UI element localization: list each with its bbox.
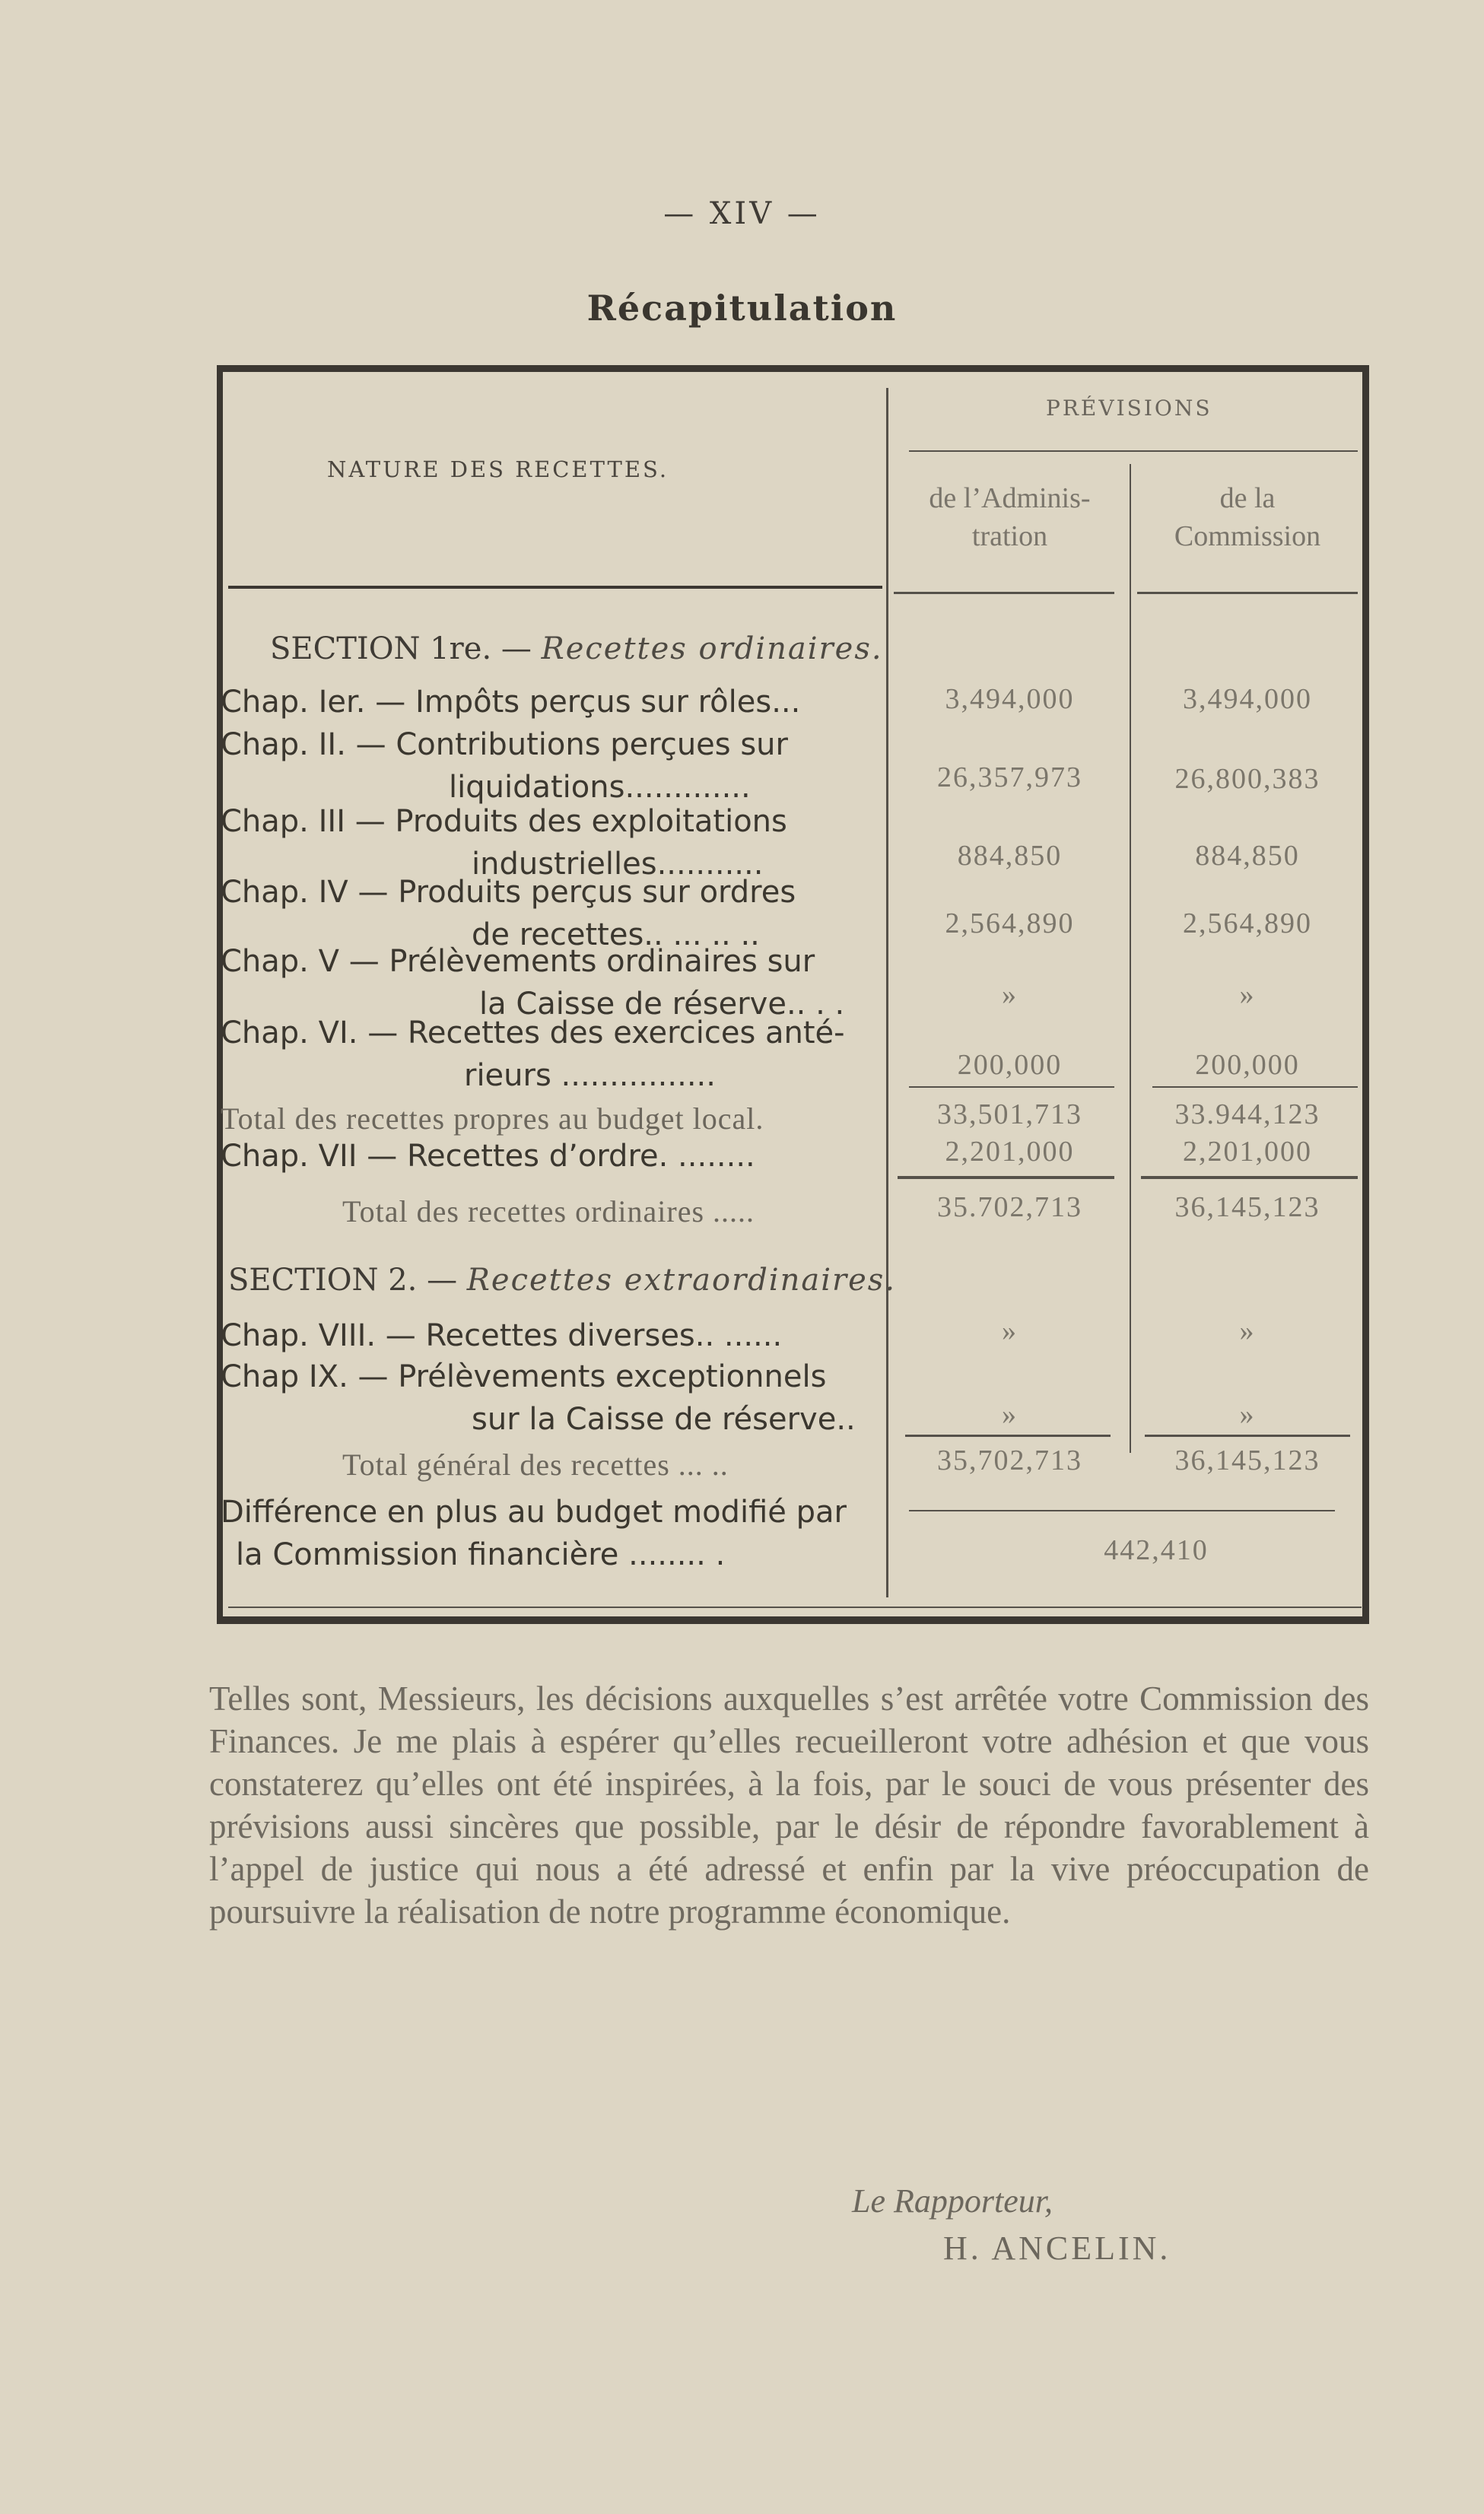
section-2-heading: SECTION 2. — Recettes extraordinaires.: [228, 1263, 897, 1298]
previsions-brace: [909, 450, 1358, 452]
subtotal-rule: [1152, 1086, 1358, 1088]
rapporteur-name: H. ANCELIN.: [943, 2230, 1171, 2267]
header-rule: [894, 592, 1114, 594]
closing-paragraph: Telles sont, Messieurs, les décisions auxquelles s’est arrêtée votre Commission des Finances. Je me plais à espérer qu’elles recueilleront votre adhésion et que vous constaterez qu’elles ont été inspirées, à la fois, par le souci de vous présenter des prévisions aussi sincères que possible, par le désir de répondre favorablement à l’appel de justice qui nous a été adressé et enfin par la vive préoccupation de poursuivre la réalisation de notre programme économique.: [209, 1680, 1369, 1931]
commission-value: 33.944,123: [1174, 1098, 1320, 1130]
commission-value: »: [1239, 1315, 1256, 1347]
difference-brace: [909, 1510, 1335, 1511]
page-number: — XIV —: [663, 196, 821, 231]
commission-value: 884,850: [1195, 840, 1300, 872]
admin-value: 884,850: [957, 840, 1063, 872]
table-row: Chap. V — Prélèvements ordinaires sur la Caisse de réserve.. . .: [221, 944, 845, 1022]
rapporteur-label: Le Rapporteur,: [852, 2182, 1053, 2220]
chap-7-row: Chap. VII — Recettes d’ordre. ........: [221, 1139, 755, 1174]
admin-value: »: [1002, 1399, 1018, 1431]
admin-value: 3,494,000: [945, 683, 1075, 715]
subtotal-rule: [1145, 1435, 1350, 1437]
admin-value: »: [1002, 979, 1018, 1011]
table-bottom-rule: [228, 1607, 1362, 1608]
header-col-admin: de l’Adminis- tration: [929, 482, 1091, 552]
commission-value: 36,145,123: [1174, 1445, 1320, 1476]
header-rule: [1137, 592, 1358, 594]
commission-value: 36,145,123: [1174, 1191, 1320, 1223]
total-general-row: Total général des recettes ... ..: [342, 1448, 729, 1482]
subtotal-rule: [1141, 1176, 1358, 1179]
table-row: Chap. III — Produits des exploitations industrielles...........: [221, 804, 787, 882]
subtotal-rule: [905, 1435, 1111, 1437]
commission-value: 2,564,890: [1183, 907, 1312, 939]
admin-value: 35,702,713: [937, 1445, 1082, 1476]
section-1-heading: SECTION 1re. — Recettes ordinaires.: [270, 631, 883, 666]
column-divider: [1130, 464, 1131, 1453]
admin-value: 200,000: [957, 1049, 1063, 1081]
page-title: Récapitulation: [586, 288, 898, 329]
commission-value: »: [1239, 979, 1256, 1011]
header-nature: NATURE DES RECETTES.: [327, 456, 669, 482]
total-ordinaires-row: Total des recettes ordinaires .....: [342, 1194, 755, 1228]
admin-value: 2,564,890: [945, 907, 1075, 939]
commission-value: 26,800,383: [1174, 763, 1320, 795]
commission-value: 2,201,000: [1183, 1136, 1312, 1168]
admin-value: 33,501,713: [937, 1098, 1082, 1130]
subtotal-rule: [898, 1176, 1114, 1179]
table-row: Chap. VI. — Recettes des exercices anté- rieurs ................: [221, 1015, 845, 1093]
header-col-commission: de la Commission: [1174, 482, 1321, 552]
header-rule: [228, 586, 882, 589]
total-local-row: Total des recettes propres au budget local.: [221, 1101, 764, 1136]
admin-value: 2,201,000: [945, 1136, 1075, 1168]
difference-row: Différence en plus au budget modifié par la Commission financière ........ .: [221, 1495, 847, 1572]
table-row: Chap IX. — Prélèvements exceptionnels sur la Caisse de réserve..: [221, 1359, 856, 1437]
table-row: Chap. IV — Produits perçus sur ordres de recettes.. ... .. ..: [221, 875, 796, 952]
commission-value: 200,000: [1195, 1049, 1300, 1081]
table-row: Chap. VIII. — Recettes diverses.. ......: [221, 1318, 783, 1353]
subtotal-rule: [909, 1086, 1114, 1088]
commission-value: 3,494,000: [1183, 683, 1312, 715]
commission-value: »: [1239, 1399, 1256, 1431]
table-row: Chap. II. — Contributions perçues sur liquidations.............: [221, 727, 788, 805]
admin-value: »: [1002, 1315, 1018, 1347]
table-row: Chap. Ier. — Impôts perçus sur rôles...: [221, 685, 801, 720]
difference-value: 442,410: [1104, 1534, 1209, 1566]
header-previsions: PRÉVISIONS: [1046, 396, 1212, 421]
admin-value: 26,357,973: [937, 761, 1082, 793]
admin-value: 35.702,713: [937, 1191, 1082, 1223]
